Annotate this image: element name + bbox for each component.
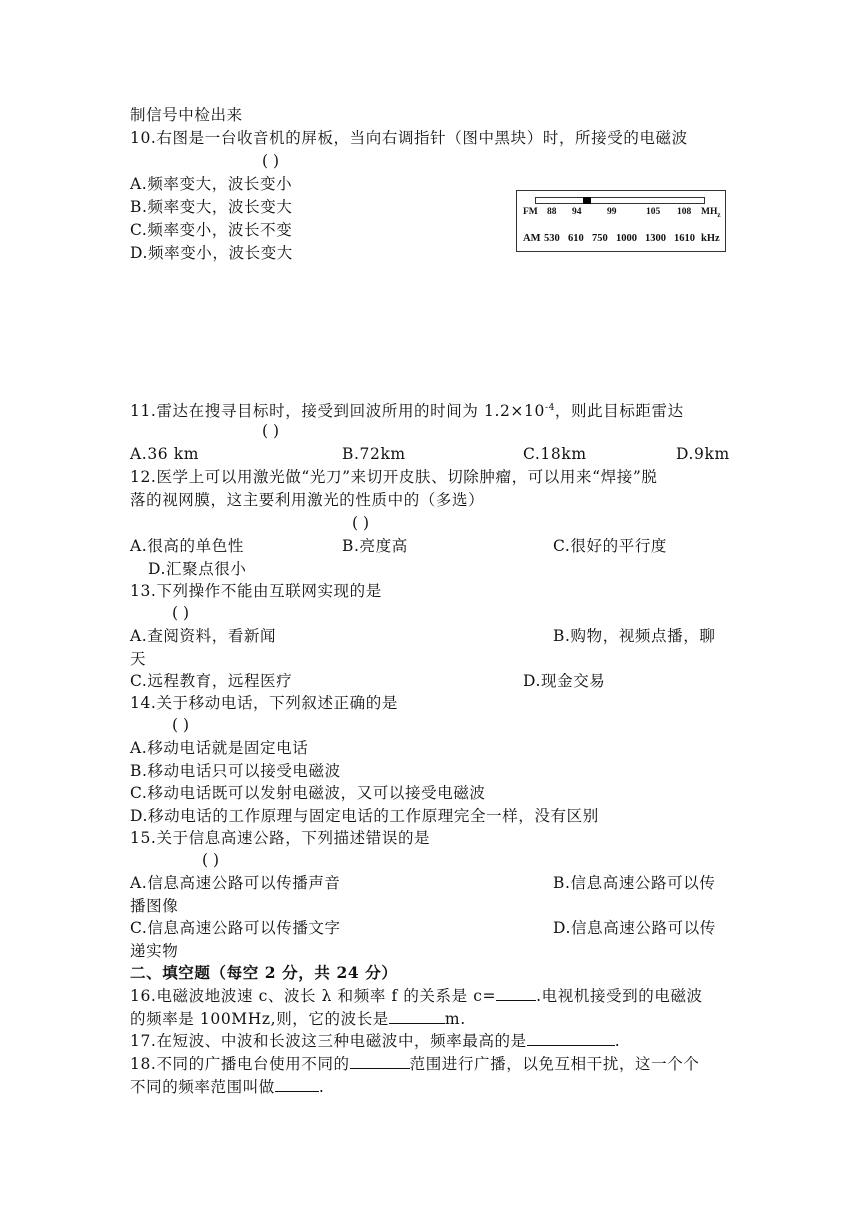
answer-bracket: ( ) — [172, 716, 190, 734]
question-15: 15.关于信息高速公路，下列描述错误的是 — [130, 829, 431, 847]
option-a: A.36 km — [130, 445, 200, 463]
blank-line — [496, 985, 536, 1001]
option-d: D.汇聚点很小 — [148, 560, 247, 578]
dial-track — [535, 197, 705, 204]
option-c: C.频率变小，波长不变 — [130, 221, 293, 239]
option-a: A.频率变大，波长变小 — [130, 175, 293, 193]
question-11: 11.雷达在搜寻目标时，接受到回波所用的时间为 $1.2\times 10^{-4}$，则此目标距雷达 — [130, 402, 684, 421]
question-14: 14.关于移动电话，下列叙述正确的是 — [130, 694, 398, 712]
fm-tick: 94 — [572, 207, 582, 217]
option-a: A.很高的单色性 — [130, 537, 244, 555]
fm-unit: $MH_z$ — [701, 207, 721, 219]
am-tick: 750 — [592, 233, 608, 244]
fm-label: FM — [523, 207, 538, 217]
am-tick: 1000 — [616, 233, 637, 244]
option-b-cont: 天 — [130, 650, 147, 668]
option-d: D.移动电话的工作原理与固定电话的工作原理完全一样，没有区别 — [130, 807, 599, 825]
option-b: B.亮度高 — [342, 537, 408, 555]
question-18: 18.不同的广播电台使用不同的 范围进行广播，以免互相干扰，这一个个 — [130, 1055, 700, 1073]
option-b: B.信息高速公路可以传 — [553, 874, 716, 892]
blank-line — [275, 1076, 319, 1092]
option-d: D.现金交易 — [523, 672, 606, 690]
fm-tick: 88 — [547, 207, 557, 217]
question-17: 17.在短波、中波和长波这三种电磁波中，频率最高的是 . — [130, 1032, 621, 1050]
answer-bracket: ( ) — [172, 604, 190, 622]
fm-tick: 99 — [607, 207, 617, 217]
option-d: D.信息高速公路可以传 — [553, 919, 716, 937]
option-c: C.信息高速公路可以传播文字 — [130, 919, 341, 937]
answer-bracket: ( ) — [352, 514, 370, 532]
option-a: A.移动电话就是固定电话 — [130, 739, 309, 757]
answer-bracket: ( ) — [262, 422, 280, 440]
am-unit: kHz — [701, 233, 720, 244]
option-c: C.很好的平行度 — [553, 537, 668, 555]
option-b: B.频率变大，波长变大 — [130, 198, 293, 216]
question-12: 12.医学上可以用激光做“光刀”来切开皮肤、切除肿瘤，可以用来“焊接”脱 — [130, 468, 658, 486]
option-d: D.9km — [676, 445, 730, 463]
fm-tick: 105 — [646, 207, 661, 217]
option-c: C.18km — [523, 445, 587, 463]
am-tick: 1610 — [674, 233, 695, 244]
am-label: AM — [523, 233, 541, 244]
option-a: A.信息高速公路可以传播声音 — [130, 874, 341, 892]
question-12-cont: 落的视网膜，这主要利用激光的性质中的（多选） — [130, 491, 485, 509]
option-d: D.频率变小，波长变大 — [130, 244, 293, 262]
question-10: 10.右图是一台收音机的屏板，当向右调指针（图中黑块）时，所接受的电磁波 — [130, 129, 688, 147]
option-b: B.购物，视频点播，聊 — [553, 627, 716, 645]
question-13: 13.下列操作不能由互联网实现的是 — [130, 582, 382, 600]
answer-bracket: ( ) — [202, 851, 220, 869]
blank-line — [350, 1053, 410, 1069]
radio-dial-figure — [516, 190, 726, 252]
option-a: A.查阅资料，看新闻 — [130, 627, 277, 645]
option-b-cont: 播图像 — [130, 897, 179, 915]
option-d-cont: 递实物 — [130, 942, 179, 960]
question-16-cont: 的频率是 100MHz,则，它的波长是 m. — [130, 1010, 466, 1028]
am-tick: 1300 — [645, 233, 666, 244]
blank-line — [527, 1030, 615, 1046]
am-tick: 610 — [568, 233, 584, 244]
question-18-cont: 不同的频率范围叫做 . — [130, 1078, 325, 1096]
fm-tick: 108 — [677, 207, 692, 217]
blank-line — [389, 1008, 445, 1024]
text-line: 制信号中检出来 — [130, 106, 243, 124]
section-heading: 二、填空题（每空 2 分，共 24 分） — [130, 963, 398, 982]
option-b: B.移动电话只可以接受电磁波 — [130, 762, 341, 780]
answer-bracket: ( ) — [262, 152, 280, 170]
question-16: 16.电磁波地波速 c、波长 λ 和频率 f 的关系是 c= .电视机接受到的电磁波 — [130, 987, 703, 1005]
am-tick: 530 — [544, 233, 560, 244]
option-c: C.移动电话既可以发射电磁波，又可以接受电磁波 — [130, 784, 486, 802]
option-b: B.72km — [342, 445, 406, 463]
option-c: C.远程教育，远程医疗 — [130, 672, 293, 690]
dial-needle — [583, 197, 591, 204]
